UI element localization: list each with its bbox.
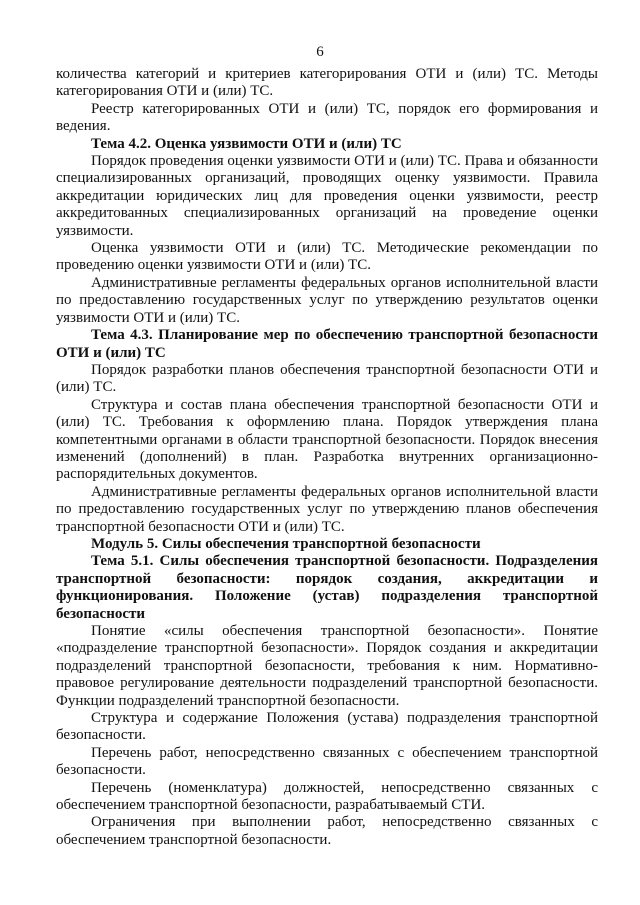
- paragraph: Порядок проведения оценки уязвимости ОТИ и (или) ТС. Права и обязанности специализированных организаций, проводящих оценку уязвимости. Правила аккредитации юридических лиц для проведения оценки уязвимости, реестр аккредитованных специализированных организаций на проведение оценки уязвимости.: [56, 153, 598, 239]
- paragraph: количества категорий и критериев категорирования ОТИ и (или) ТС. Методы категорирования ОТИ и (или) ТС.: [56, 66, 598, 100]
- module-heading: Модуль 5. Силы обеспечения транспортной безопасности: [91, 535, 481, 552]
- paragraph: Понятие «силы обеспечения транспортной безопасности». Понятие «подразделение транспортной безопасности». Порядок создания и аккредитации подразделений транспортной безопасности, требования к ним. Нормативно-правовое регулирование деятельности подразделений транспортной безопасности. Функции подразделений транспортной безопасности.: [56, 623, 598, 709]
- paragraph: Реестр категорированных ОТИ и (или) ТС, порядок его формирования и ведения.: [56, 100, 598, 135]
- paragraph: Перечень (номенклатура) должностей, непосредственно связанных с обеспечением транспортной безопасности, разрабатываемый СТИ.: [56, 779, 598, 814]
- paragraph: Оценка уязвимости ОТИ и (или) ТС. Методические рекомендации по проведению оценки уязвимости ОТИ и (или) ТС.: [56, 240, 598, 274]
- paragraph: Ограничения при выполнении работ, непосредственно связанных с обеспечением транспортной безопасности.: [56, 814, 598, 848]
- topic-heading: Тема 4.2. Оценка уязвимости ОТИ и (или) ТС: [91, 135, 402, 152]
- paragraph: Перечень работ, непосредственно связанных с обеспечением транспортной безопасности.: [56, 744, 598, 779]
- page-number: 6: [316, 44, 324, 60]
- document-body: [56, 66, 598, 849]
- topic-heading: Тема 5.1. Силы обеспечения транспортной безопасности. Подразделения транспортной безопасности: порядок создания, аккредитации и функционирования. Положение (устав) подразделения транспортной безопасности: [56, 553, 598, 622]
- paragraph: Структура и состав плана обеспечения транспортной безопасности ОТИ и (или) ТС. Требования к оформлению плана. Порядок утверждения плана компетентными органами в области транспортной безопасности. Порядок внесения изменений (дополнений) в план. Разработка внутренних организационно-распорядительных документов.: [56, 396, 598, 483]
- paragraph: Порядок разработки планов обеспечения транспортной безопасности ОТИ и (или) ТС.: [56, 361, 598, 396]
- paragraph: Административные регламенты федеральных органов исполнительной власти по предоставлению государственных услуг по утверждению результатов оценки уязвимости ОТИ и (или) ТС.: [56, 274, 598, 326]
- paragraph: Административные регламенты федеральных органов исполнительной власти по предоставлению государственных услуг по утверждению планов обеспечения транспортной безопасности ОТИ и (или) ТС.: [56, 483, 598, 535]
- topic-heading: Тема 4.3. Планирование мер по обеспечению транспортной безопасности ОТИ и (или) ТС: [56, 327, 598, 361]
- paragraph: Структура и содержание Положения (устава) подразделения транспортной безопасности.: [56, 710, 598, 744]
